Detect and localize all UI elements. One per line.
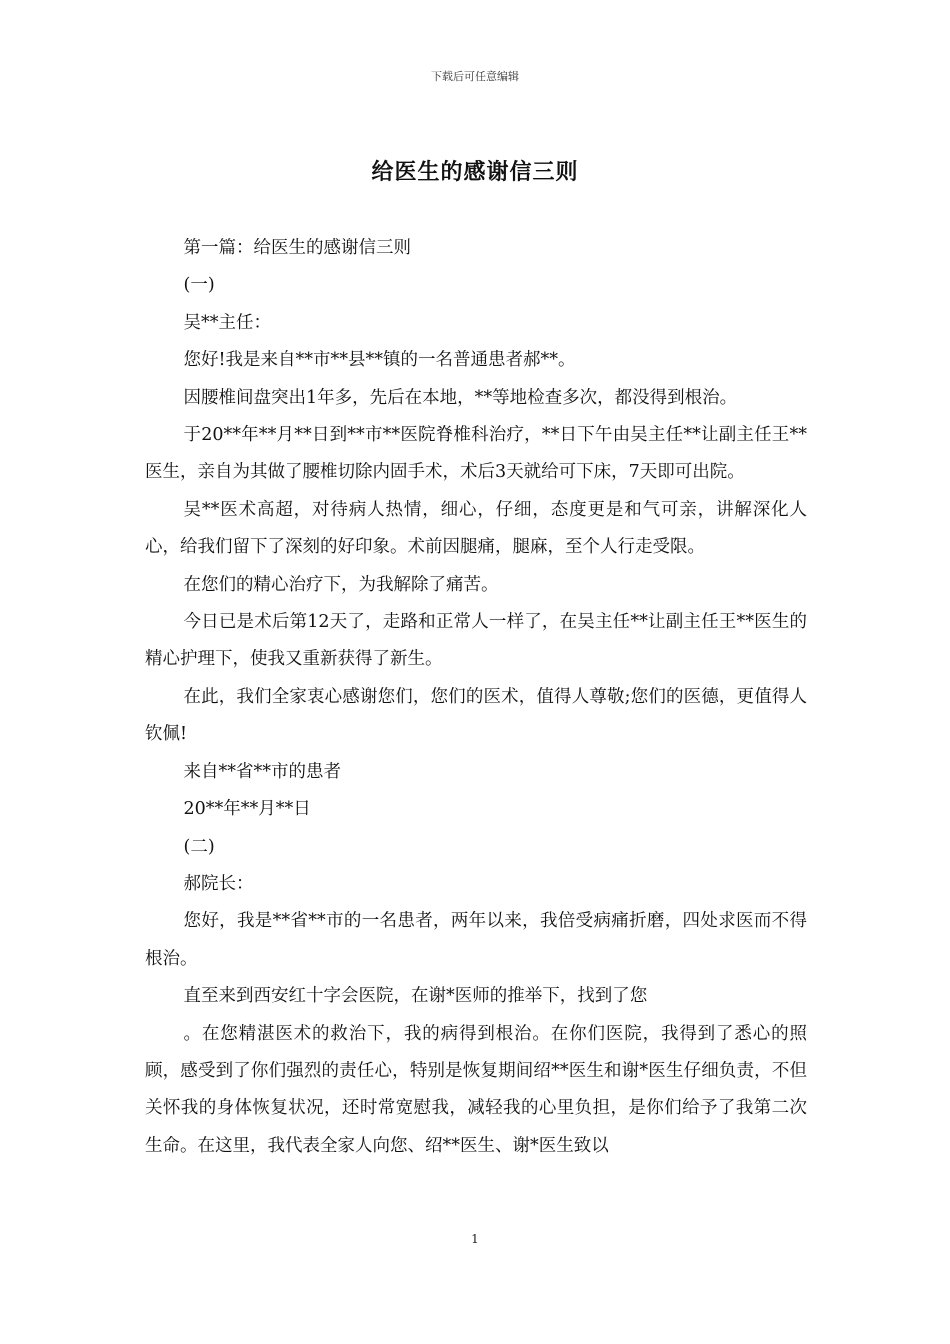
letter-number: (一) bbox=[183, 275, 215, 296]
paragraph: 于20**年**月**日到**市**医院脊椎科治疗，**日下午由吴主任**让副主任王**医生，亲自为其做了腰椎切除内固手术，术后3天就给可下床，7天即可出院。 bbox=[145, 425, 807, 483]
paragraph: 直至来到西安红十字会医院，在谢*医师的推举下，找到了您 bbox=[183, 986, 648, 1007]
header-note: 下载后可任意编辑 bbox=[431, 70, 519, 83]
letter-salutation: 吴**主任： bbox=[183, 312, 271, 333]
document-title: 给医生的感谢信三则 bbox=[371, 160, 579, 185]
paragraph: 因腰椎间盘突出1年多，先后在本地，**等地检查多次，都没得到根治。 bbox=[183, 387, 738, 408]
paragraph: 在此，我们全家衷心感谢您们，您们的医术，值得人尊敬;您们的医德，更值得人钦佩! bbox=[145, 686, 807, 745]
letter-number: (二) bbox=[183, 836, 215, 857]
letter-signature: 来自**省**市的患者 bbox=[183, 761, 341, 782]
paragraph: 。在您精湛医术的救治下，我的病得到根治。在你们医院，我得到了悉心的照顾，感受到了你们强烈的责任心，特别是恢复期间绍**医生和谢*医生仔细负责，不但关怀我的身体恢复状况，还时常宽慰我，减轻我的心里负担，是你们给予了我第二次生命。在这里，我代表全家人向您、绍**医生、谢*医生致以 bbox=[145, 1023, 807, 1156]
paragraph: 您好，我是**省**市的一名患者，两年以来，我倍受病痛折磨，四处求医而不得根治。 bbox=[145, 911, 807, 969]
section-heading: 第一篇：给医生的感谢信三则 bbox=[183, 238, 411, 258]
paragraph: 今日已是术后第12天了，走路和正常人一样了，在吴主任**让副主任王**医生的精心护理下，使我又重新获得了新生。 bbox=[145, 612, 807, 670]
page-number: 1 bbox=[471, 1232, 479, 1246]
letter-salutation: 郝院长： bbox=[183, 873, 254, 894]
paragraph: 在您们的精心治疗下，为我解除了痛苦。 bbox=[183, 574, 499, 595]
letter-date: 20**年**月**日 bbox=[183, 799, 311, 820]
document-body bbox=[145, 230, 807, 1165]
paragraph: 吴**医术高超，对待病人热情，细心，仔细，态度更是和气可亲，讲解深化人心，给我们留下了深刻的好印象。术前因腿痛，腿麻，至个人行走受限。 bbox=[145, 499, 807, 558]
paragraph: 您好!我是来自**市**县**镇的一名普通患者郝**。 bbox=[183, 350, 576, 371]
